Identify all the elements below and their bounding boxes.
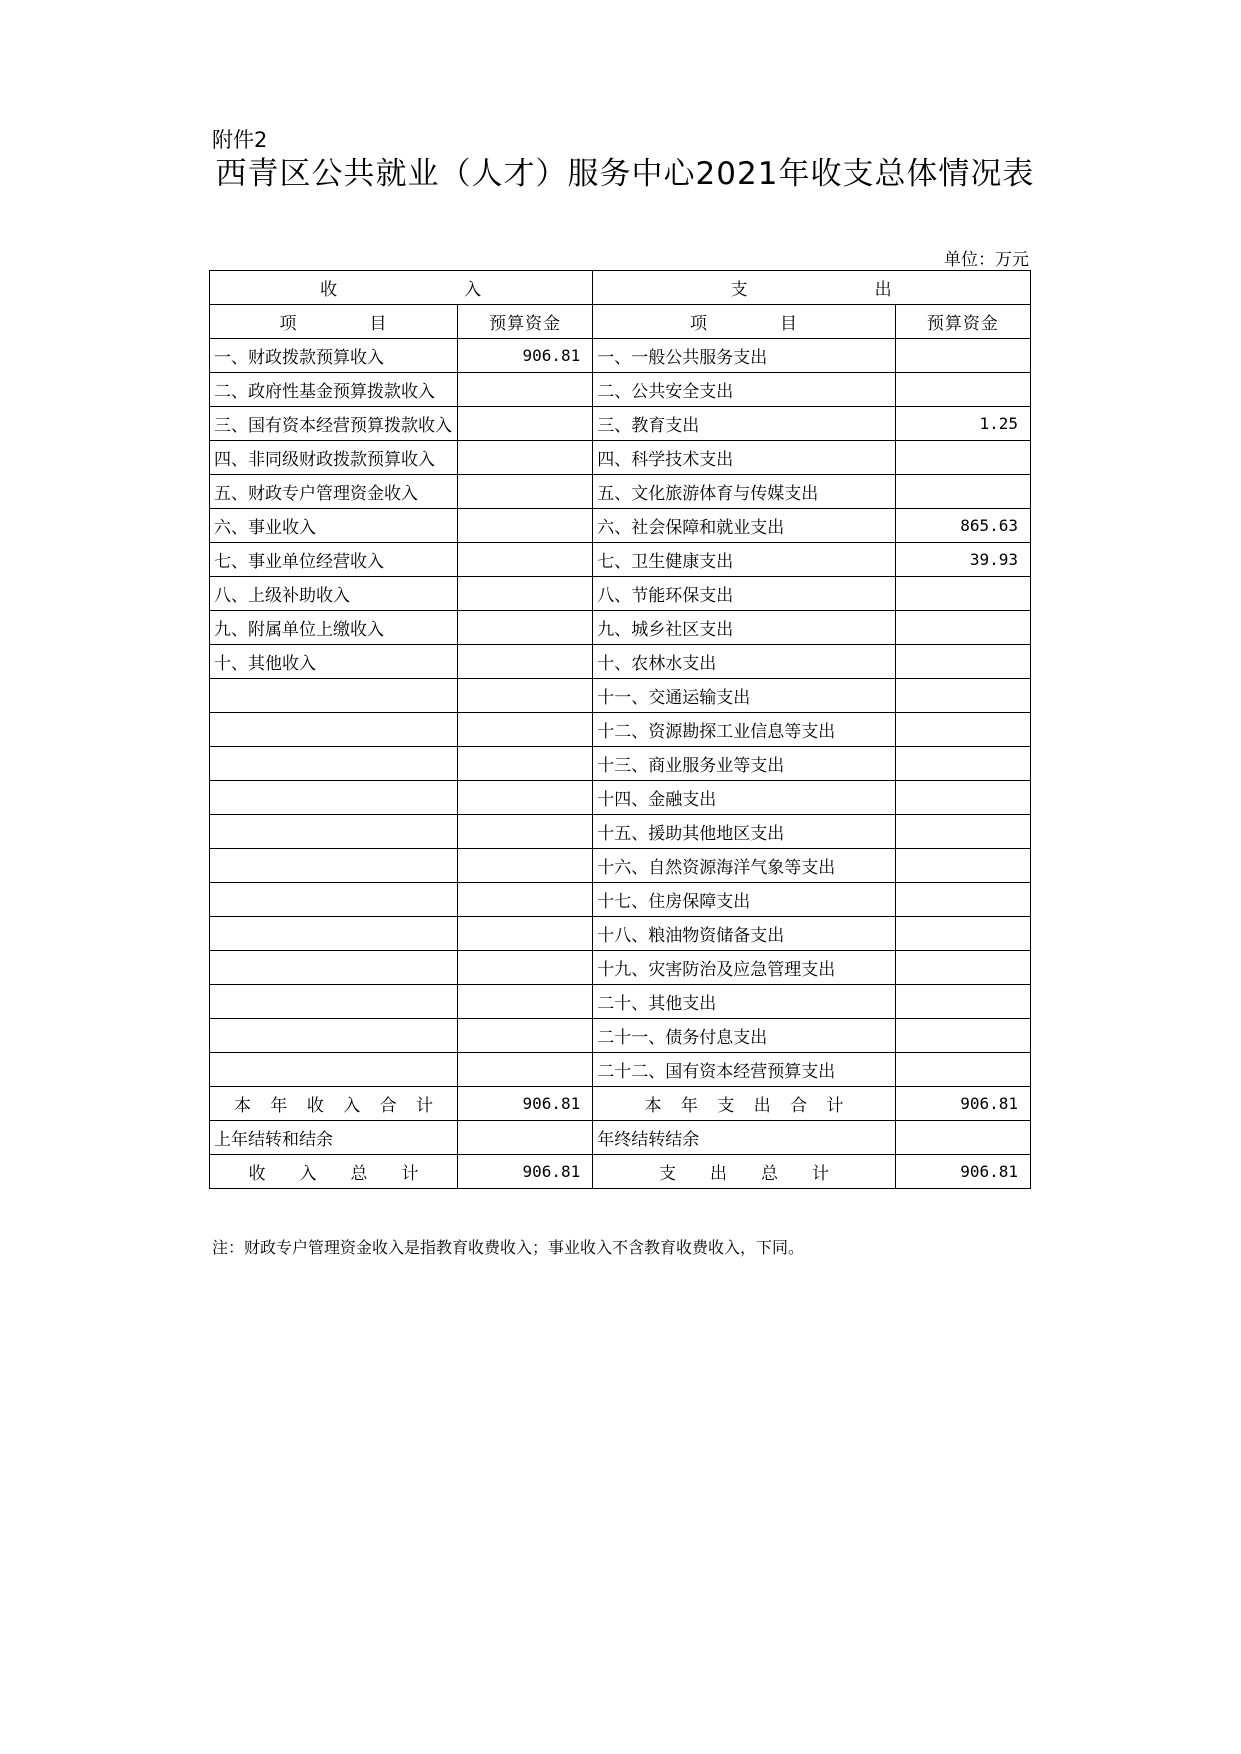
table-row: [210, 577, 1031, 611]
expense-header: 支 出: [593, 271, 1031, 305]
table-row: [210, 543, 1031, 577]
expense-item: 二、公共安全支出: [593, 373, 896, 407]
expense-item: 十五、援助其他地区支出: [593, 815, 896, 849]
table-row: [210, 339, 1031, 373]
table-row: [210, 475, 1031, 509]
income-value: [458, 1053, 593, 1087]
expense-item: 十九、灾害防治及应急管理支出: [593, 951, 896, 985]
table-row: [210, 1019, 1031, 1053]
expense-item: 二十一、债务付息支出: [593, 1019, 896, 1053]
income-item: [210, 985, 458, 1019]
table-row: [210, 1053, 1031, 1087]
table-row: [210, 373, 1031, 407]
income-item: [210, 747, 458, 781]
table-row: [210, 611, 1031, 645]
income-value: [458, 645, 593, 679]
year-expense-label: 本 年 支 出 合 计: [593, 1087, 896, 1121]
income-value: [458, 985, 593, 1019]
budget-table: [209, 270, 1031, 1189]
income-item: [210, 1053, 458, 1087]
expense-value: [895, 747, 1030, 781]
end-carry-value: [895, 1121, 1030, 1155]
income-item: 三、国有资本经营预算拨款收入: [210, 407, 458, 441]
income-item: [210, 1019, 458, 1053]
expense-item: 七、卫生健康支出: [593, 543, 896, 577]
table-row: [210, 679, 1031, 713]
income-item: [210, 781, 458, 815]
table-row: [210, 645, 1031, 679]
year-income-value: 906.81: [458, 1087, 593, 1121]
expense-item: 九、城乡社区支出: [593, 611, 896, 645]
expense-item: 五、文化旅游体育与传媒支出: [593, 475, 896, 509]
income-value: [458, 679, 593, 713]
grand-total-row: [210, 1155, 1031, 1189]
expense-value: [895, 713, 1030, 747]
income-item: [210, 883, 458, 917]
expense-value: 39.93: [895, 543, 1030, 577]
attachment-label: 附件2: [212, 128, 268, 152]
expense-item-header: 项 目: [593, 305, 896, 339]
table-row: [210, 441, 1031, 475]
expense-item: 十七、住房保障支出: [593, 883, 896, 917]
income-value: [458, 577, 593, 611]
income-item: [210, 849, 458, 883]
income-total-value: 906.81: [458, 1155, 593, 1189]
income-item: 六、事业收入: [210, 509, 458, 543]
expense-item: 十四、金融支出: [593, 781, 896, 815]
income-value: 906.81: [458, 339, 593, 373]
carry-value: [458, 1121, 593, 1155]
income-value: [458, 543, 593, 577]
year-income-label: 本 年 收 入 合 计: [210, 1087, 458, 1121]
table-subheader-row: [210, 305, 1031, 339]
income-value: [458, 407, 593, 441]
footnote: 注：财政专户管理资金收入是指教育收费收入；事业收入不含教育收费收入，下同。: [212, 1238, 805, 1257]
expense-value: [895, 475, 1030, 509]
expense-value: [895, 985, 1030, 1019]
expense-item: 四、科学技术支出: [593, 441, 896, 475]
table-row: [210, 985, 1031, 1019]
income-item: 十、其他收入: [210, 645, 458, 679]
expense-item: 六、社会保障和就业支出: [593, 509, 896, 543]
table-header-row: [210, 271, 1031, 305]
income-value: [458, 713, 593, 747]
table-row: [210, 917, 1031, 951]
income-item: 五、财政专户管理资金收入: [210, 475, 458, 509]
expense-item: 十一、交通运输支出: [593, 679, 896, 713]
income-value: [458, 509, 593, 543]
expense-item: 三、教育支出: [593, 407, 896, 441]
income-item: [210, 917, 458, 951]
income-value: [458, 373, 593, 407]
expense-item: 十八、粮油物资储备支出: [593, 917, 896, 951]
expense-total-value: 906.81: [895, 1155, 1030, 1189]
expense-value: [895, 917, 1030, 951]
table-row: [210, 509, 1031, 543]
income-item: 二、政府性基金预算拨款收入: [210, 373, 458, 407]
table-row: [210, 815, 1031, 849]
expense-value: [895, 339, 1030, 373]
expense-value: [895, 781, 1030, 815]
expense-value: 865.63: [895, 509, 1030, 543]
carry-label: 上年结转和结余: [210, 1121, 458, 1155]
income-item: 九、附属单位上缴收入: [210, 611, 458, 645]
income-header: 收 入: [210, 271, 593, 305]
expense-item: 十二、资源勘探工业信息等支出: [593, 713, 896, 747]
income-item: 一、财政拨款预算收入: [210, 339, 458, 373]
expense-item: 二十、其他支出: [593, 985, 896, 1019]
page-title: 西青区公共就业（人才）服务中心2021年收支总体情况表: [215, 156, 1035, 192]
year-total-row: [210, 1087, 1031, 1121]
expense-value: [895, 815, 1030, 849]
expense-total-label: 支 出 总 计: [593, 1155, 896, 1189]
expense-value: [895, 1053, 1030, 1087]
income-budget-header: 预算资金: [458, 305, 593, 339]
year-expense-value: 906.81: [895, 1087, 1030, 1121]
expense-value: [895, 577, 1030, 611]
income-item: 四、非同级财政拨款预算收入: [210, 441, 458, 475]
expense-item: 二十二、国有资本经营预算支出: [593, 1053, 896, 1087]
income-value: [458, 747, 593, 781]
income-item: [210, 679, 458, 713]
expense-value: [895, 611, 1030, 645]
income-value: [458, 611, 593, 645]
expense-value: [895, 679, 1030, 713]
table-row: [210, 713, 1031, 747]
income-item: 七、事业单位经营收入: [210, 543, 458, 577]
income-total-label: 收 入 总 计: [210, 1155, 458, 1189]
expense-value: 1.25: [895, 407, 1030, 441]
table-row: [210, 849, 1031, 883]
expense-value: [895, 373, 1030, 407]
table-row: [210, 407, 1031, 441]
income-value: [458, 781, 593, 815]
income-item: [210, 713, 458, 747]
income-item: [210, 951, 458, 985]
expense-item: 十六、自然资源海洋气象等支出: [593, 849, 896, 883]
income-value: [458, 441, 593, 475]
table-row: [210, 781, 1031, 815]
expense-value: [895, 645, 1030, 679]
income-item: [210, 815, 458, 849]
expense-item: 八、节能环保支出: [593, 577, 896, 611]
income-value: [458, 475, 593, 509]
expense-value: [895, 1019, 1030, 1053]
income-item: 八、上级补助收入: [210, 577, 458, 611]
carry-row: [210, 1121, 1031, 1155]
income-value: [458, 951, 593, 985]
expense-value: [895, 849, 1030, 883]
income-value: [458, 1019, 593, 1053]
expense-value: [895, 441, 1030, 475]
income-value: [458, 815, 593, 849]
income-value: [458, 917, 593, 951]
unit-label: 单位：万元: [944, 250, 1029, 270]
expense-value: [895, 951, 1030, 985]
end-carry-label: 年终结转结余: [593, 1121, 896, 1155]
table-row: [210, 951, 1031, 985]
table-row: [210, 747, 1031, 781]
expense-item: 十、农林水支出: [593, 645, 896, 679]
income-value: [458, 849, 593, 883]
expense-budget-header: 预算资金: [895, 305, 1030, 339]
table-row: [210, 883, 1031, 917]
expense-item: 一、一般公共服务支出: [593, 339, 896, 373]
expense-item: 十三、商业服务业等支出: [593, 747, 896, 781]
income-value: [458, 883, 593, 917]
income-item-header: 项 目: [210, 305, 458, 339]
expense-value: [895, 883, 1030, 917]
